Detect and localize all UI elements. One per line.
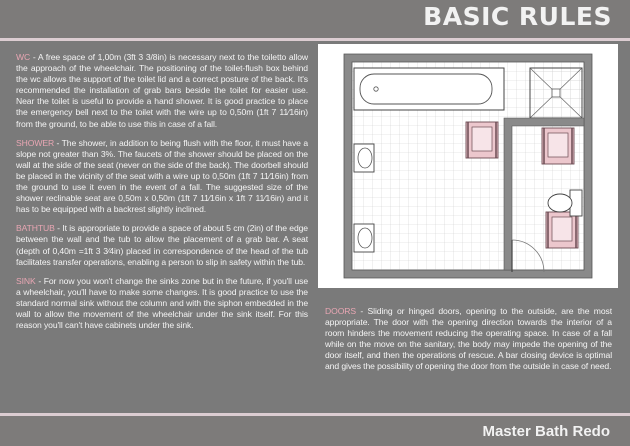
sink-paragraph (16, 276, 308, 331)
page-header (0, 0, 630, 38)
sink-fixture (354, 224, 374, 252)
wheelchair-symbol (546, 212, 578, 248)
sink-fixture (354, 144, 374, 172)
footer-title: Master Bath Redo (482, 423, 610, 440)
shower-paragraph (16, 138, 308, 216)
page-footer (0, 416, 630, 446)
bathtub-fixture (354, 68, 504, 110)
doors-text-box (325, 306, 612, 406)
bathtub-paragraph (16, 223, 308, 267)
wc-paragraph (16, 52, 308, 130)
shower-heading: SHOWER (16, 137, 55, 148)
page-title: BASIC RULES (423, 2, 612, 31)
top-divider (0, 38, 630, 41)
sink-text: - For now you won't change the sinks zone but in the future, if you'll use a wheelchair, you'll have to make some changes. It is good practice to use the standard normal sink without the column and with the siphon embedded in the wall to allow the movement of the wheelchair under the sink itself. For this reason you'll can't have cabinets under the sink. (16, 275, 308, 331)
wheelchair-symbol (542, 128, 574, 164)
floor-plan-panel (318, 44, 618, 288)
sink-heading: SINK (16, 275, 36, 286)
shower-text: - The shower, in addition to being flush with the floor, it must have a slope not greater than 3%. The faucets of the shower should be placed on the wall at the side of the seat (never on the side of the back). The doorbell should be placed in the vicinity of the seat with a wire up to 0,50m (1ft 7 11⁄16in) from the ground to use it even in the event of a fall. The suggested size of the shower reclinable seat are 0,50m x 0,50m (1ft 7 11⁄16in x 1ft 7 11⁄16in) and it has to be equipped with a backrest slightly inclined. (16, 137, 308, 215)
wc-heading: WC (16, 52, 31, 62)
doors-heading: DOORS (325, 306, 357, 316)
bathroom-floor-plan (318, 44, 618, 288)
doors-paragraph (325, 306, 612, 373)
bathtub-heading: BATHTUB (16, 223, 55, 234)
doors-text: - Sliding or hinged doors, opening to the outside, are the most appropriate. The door with the opening direction towards the interior of a room hinders the movement reducing the operating space. In case of a fall while on the move on the sanitary, the body may impede the opening of the door itself, and then the operations of rescue. A bar closing device is optimal and gives the possibility of opening the door from the outside in case of need. (325, 306, 612, 372)
wc-text: - A free space of 1,00m (3ft 3 3/8in) is necessary next to the toiletto allow the approach of the wheelchair. The positioning of the toilet-flush box behind the wc allows the support of the toilet lid and a correct posture of the back. It's recommended the installation of grab bars beside the toilet for easier use. Near the toilet is useful to provide a hand shower. It is good practice to place the emergency bell next to the toilet with the wire up to 0,50m (1ft 7 11⁄16in) from the ground, to be able to use this in case of a fall. (16, 52, 308, 129)
bathtub-text: - It is appropriate to provide a space of about 5 cm (2in) of the edge between the wall and the tub to allow the placement of a grab bar. A seat (depth of 0,40m =1ft 3 3⁄4in) placed in correspondence of the head of the tub facilitates transfer operations, enabling a person to slip in safety within the tub. (16, 223, 308, 267)
wheelchair-symbol (466, 122, 498, 158)
shower-area (530, 68, 582, 118)
rules-text-column (16, 52, 308, 408)
